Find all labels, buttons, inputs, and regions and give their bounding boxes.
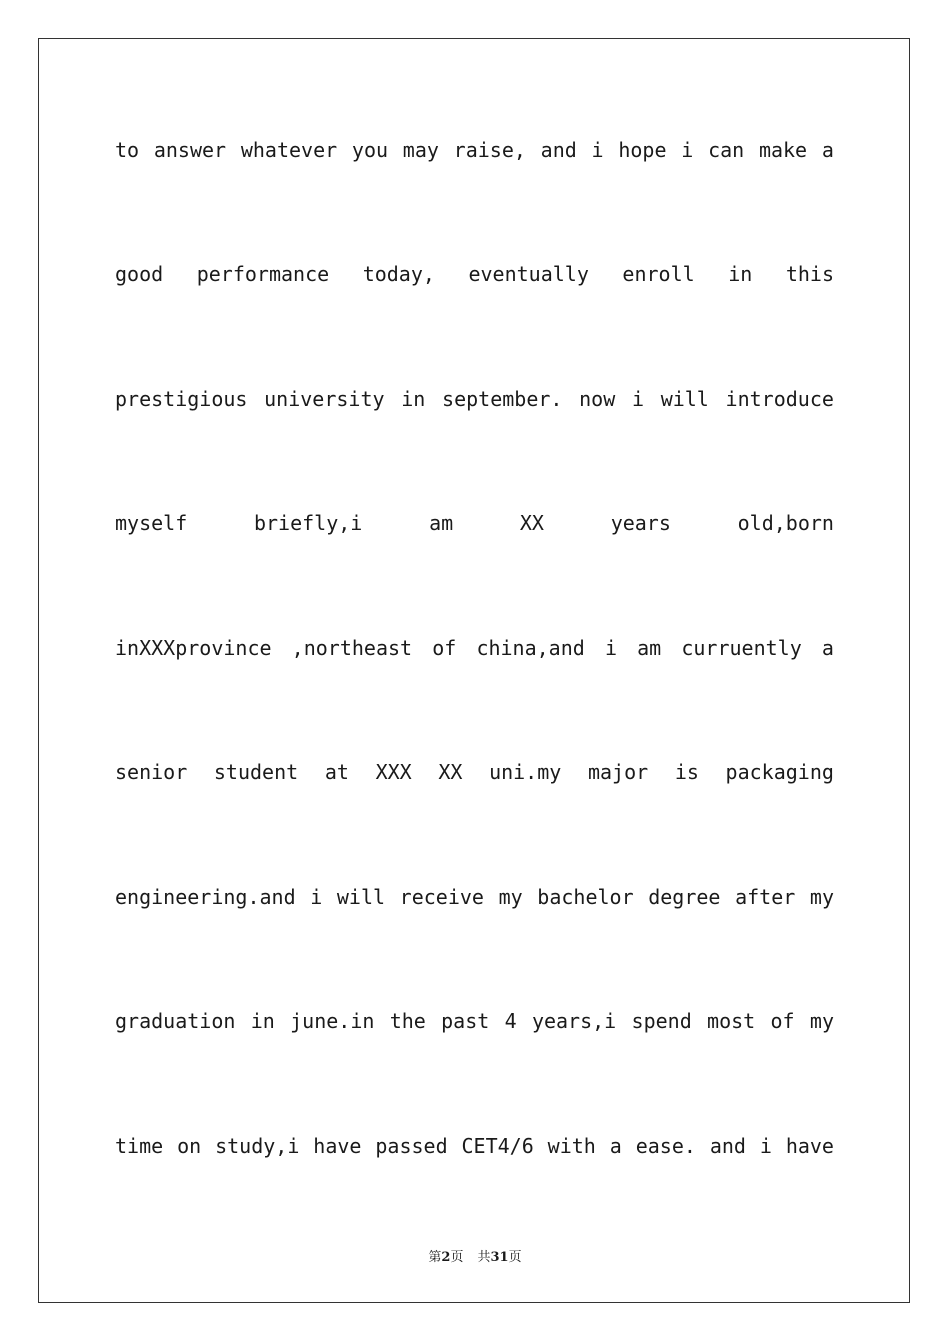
text-line-2 <box>115 261 834 287</box>
word: a <box>609 1134 622 1158</box>
word: time <box>115 1134 164 1158</box>
word: after <box>735 885 796 909</box>
current-page-number: 2 <box>441 1250 451 1265</box>
word: performance <box>196 262 330 286</box>
word: enroll <box>622 262 695 286</box>
word: today, <box>362 262 435 286</box>
word: inXXXprovince <box>115 636 272 660</box>
word: have <box>313 1134 362 1158</box>
word: study,i <box>215 1134 300 1158</box>
word: receive <box>399 885 484 909</box>
word: can <box>708 138 745 162</box>
word: china,and <box>476 636 585 660</box>
word: in <box>401 387 426 411</box>
word: XX <box>438 760 463 784</box>
word: CET4/6 <box>461 1134 534 1158</box>
word: i <box>604 636 617 660</box>
word: old,born <box>737 511 834 535</box>
word: i <box>591 138 604 162</box>
word: in <box>250 1009 275 1033</box>
word: am <box>429 511 454 535</box>
footer-total-prefix: 共 <box>477 1250 491 1265</box>
word: this <box>785 262 834 286</box>
word: to <box>115 138 140 162</box>
word: june.in <box>290 1009 375 1033</box>
word: i <box>310 885 323 909</box>
word: now <box>579 387 616 411</box>
word: bachelor <box>537 885 634 909</box>
word: is <box>674 760 699 784</box>
word: past <box>441 1009 490 1033</box>
word: spend <box>631 1009 692 1033</box>
word: student <box>213 760 299 784</box>
word: september. <box>442 387 563 411</box>
word: of <box>432 636 457 660</box>
word: prestigious <box>115 387 248 411</box>
word: will <box>336 885 386 909</box>
word: my <box>498 885 523 909</box>
word: good <box>115 262 164 286</box>
word: uni.my <box>489 760 562 784</box>
word: make <box>758 138 808 162</box>
word: 4 <box>504 1009 517 1033</box>
word: on <box>177 1134 202 1158</box>
word: major <box>587 760 649 784</box>
word: of <box>770 1009 795 1033</box>
word: the <box>389 1009 426 1033</box>
word: at <box>324 760 349 784</box>
text-line-4 <box>115 510 834 536</box>
word: with <box>547 1134 596 1158</box>
word: may <box>402 138 439 162</box>
word: have <box>785 1134 834 1158</box>
word: graduation <box>115 1009 236 1033</box>
word: my <box>809 1009 834 1033</box>
word: university <box>264 387 385 411</box>
word: answer <box>153 138 227 162</box>
word: XXX <box>375 760 412 784</box>
text-line-6 <box>115 759 834 785</box>
word: most <box>707 1009 756 1033</box>
word: you <box>351 138 389 162</box>
text-line-1 <box>115 137 834 163</box>
word: years,i <box>531 1009 617 1033</box>
word: a <box>821 636 834 660</box>
word: introduce <box>725 387 834 411</box>
word: senior <box>115 760 188 784</box>
word: in <box>728 262 753 286</box>
word: whatever <box>240 138 338 162</box>
word: years <box>610 511 671 535</box>
page-footer <box>0 1246 950 1265</box>
word: i <box>631 387 644 411</box>
word: hope <box>618 138 667 162</box>
word: packaging <box>725 760 834 784</box>
word: engineering.and <box>115 885 296 909</box>
word: myself <box>115 511 188 535</box>
word: i <box>681 138 694 162</box>
word: curruently <box>681 636 802 660</box>
word: a <box>821 138 834 162</box>
word: XX <box>519 511 544 535</box>
word: raise, <box>453 138 526 162</box>
word: degree <box>648 885 721 909</box>
footer-page-suffix: 页 <box>450 1250 464 1265</box>
total-page-count: 31 <box>490 1250 509 1265</box>
word: briefly,i <box>253 511 363 535</box>
word: and <box>709 1134 746 1158</box>
word: and <box>540 138 577 162</box>
word: i <box>759 1134 772 1158</box>
word: eventually <box>468 262 589 286</box>
word: ,northeast <box>291 636 413 660</box>
page-border <box>38 38 910 1303</box>
footer-prefix: 第 <box>428 1250 442 1265</box>
word: ease. <box>635 1134 696 1158</box>
word: passed <box>375 1134 448 1158</box>
text-line-5 <box>115 635 834 661</box>
word: will <box>660 387 709 411</box>
footer-total-suffix: 页 <box>508 1250 522 1265</box>
text-line-3 <box>115 386 834 412</box>
word: my <box>809 885 834 909</box>
word: am <box>637 636 662 660</box>
text-line-9 <box>115 1133 834 1159</box>
text-line-8 <box>115 1008 834 1034</box>
text-line-7 <box>115 884 834 910</box>
